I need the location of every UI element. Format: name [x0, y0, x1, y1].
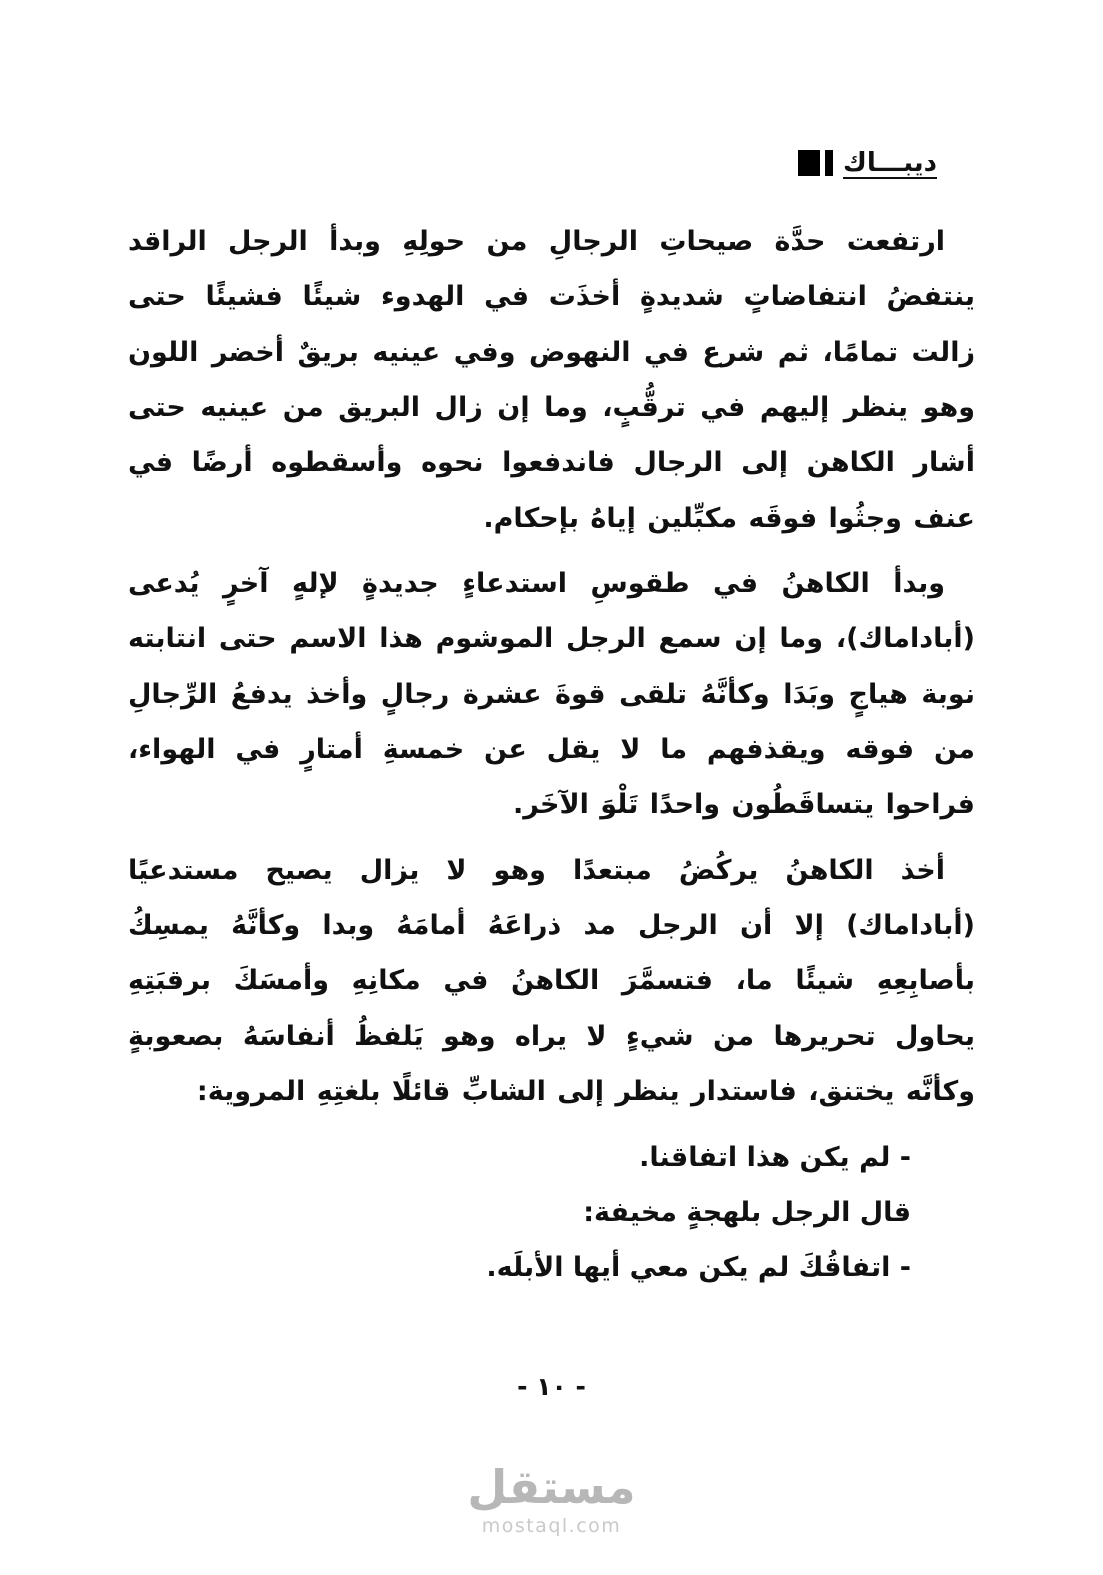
watermark [0, 1462, 1103, 1537]
chapter-marker-icon [798, 150, 833, 176]
dialogue-line: قال الرجل بلهجةٍ مخيفة: [583, 1196, 911, 1228]
watermark-domain: mostaql.com [481, 1514, 622, 1537]
dialogue-line: - لم يكن هذا اتفاقنا. [639, 1141, 911, 1173]
body-paragraph: أخذ الكاهنُ يركُضُ مبتعدًا وهو لا يزال يصيح مستدعيًا (أباداماك) إلا أن الرجل مد ذراعَهُ أمامَهُ وبدا وكأنَّهُ يمسِكُ بأصابِعِهِ شيئًا ما، فتسمَّرَ الكاهنُ في مكانِهِ وأمسَكَ برقبَتِهِ يحاول تحريرها من شيءٍ لا يراه وهو يَلفظُ أنفاسَهُ بصعوبةٍ وكأنَّه يختنق، فاستدار ينظر إلى الشابِّ قائلًا بلغتِهِ المروية: [128, 854, 975, 1108]
dialogue-line: - اتفاقُكَ لم يكن معي أيها الأبلَه. [486, 1252, 911, 1284]
page-number: - ١٠ - [517, 1372, 586, 1401]
page-header [128, 148, 975, 178]
page-body [128, 214, 975, 1296]
watermark-brand: مستقل [467, 1460, 636, 1514]
header-group [798, 148, 937, 178]
body-paragraph: وبدأ الكاهنُ في طقوسِ استدعاءٍ جديدةٍ لإلهٍ آخرٍ يُدعى (أباداماك)، وما إن سمع الرجل الموشوم هذا الاسم حتى انتابته نوبة هياجٍ وبَدَا وكأنَّهُ تلقى قوةَ عشرة رجالٍ وأخذ يدفعُ الرِّجالِ من فوقه ويقذفهم ما لا يقل عن خمسةِ أمتارٍ في الهواء، فراحوا يتساقَطُون واحدًا تَلْوَ الآخَر. [128, 568, 975, 821]
chapter-title: ديبـــاك [843, 148, 937, 178]
marker-bar [825, 150, 833, 176]
body-paragraph: ارتفعت حدَّة صيحاتِ الرجالِ من حولِهِ وبدأ الرجل الراقد ينتفضُ انتفاضاتٍ شديدةٍ أخذَت في الهدوء شيئًا فشيئًا حتى زالت تمامًا، ثم شرع في النهوض وفي عينيه بريقٌ أخضر اللون وهو ينظر إليهم في ترقُّبٍ، وما إن زال البريق من عينيه حتى أشار الكاهن إلى الرجال فاندفعوا نحوه وأسقطوه أرضًا في عنف وجثُوا فوقَه مكبِّلين إياهُ بإحكام. [128, 226, 975, 534]
marker-block [798, 150, 820, 176]
